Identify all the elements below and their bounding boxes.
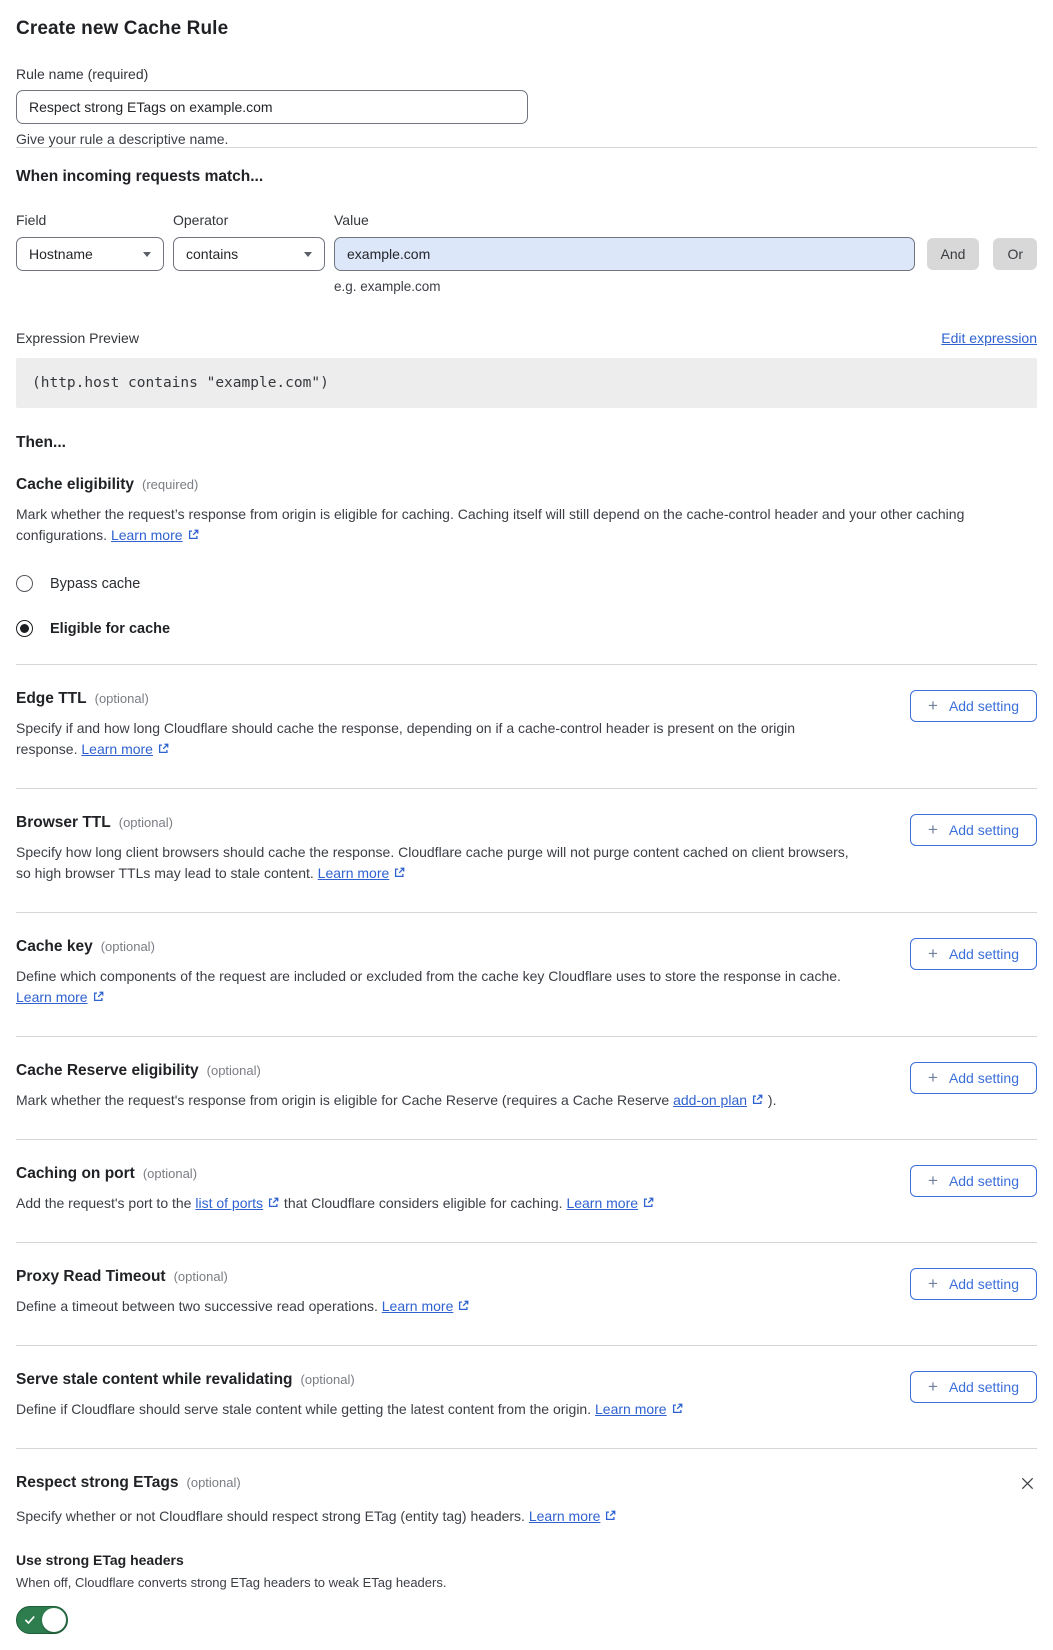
edit-expression-link[interactable]: Edit expression [941,330,1037,346]
external-link-icon [642,1194,655,1215]
expression-code: (http.host contains "example.com") [16,358,1037,408]
serve-stale-title: Serve stale content while revalidating [16,1371,293,1388]
optional-badge: (optional) [94,691,149,706]
browser-ttl-section [16,789,1037,913]
external-link-icon [267,1194,280,1215]
add-setting-button[interactable]: + Add setting [910,1268,1037,1300]
serve-stale-description: Define if Cloudflare should serve stale content while getting the latest content from the origin. Learn more [16,1399,684,1421]
or-button[interactable]: Or [993,238,1037,270]
learn-more-link[interactable]: Learn more [528,1508,601,1524]
add-setting-button[interactable]: + Add setting [910,1371,1037,1403]
learn-more-link[interactable]: Learn more [317,865,390,881]
external-link-icon [92,988,105,1009]
value-hint: e.g. example.com [334,279,441,294]
cache-reserve-section [16,1037,1037,1140]
external-link-icon [157,740,170,761]
expression-preview-label: Expression Preview [16,330,139,346]
check-icon [24,1613,36,1631]
proxy-read-timeout-section [16,1243,1037,1346]
optional-badge: (optional) [142,1166,198,1181]
external-link-icon [604,1507,617,1528]
optional-badge: (optional) [206,1063,261,1078]
match-section [16,148,1037,294]
plus-icon: + [928,820,938,839]
plus-icon: + [928,1274,938,1293]
respect-strong-etags-description: Specify whether or not Cloudflare should respect strong ETag (entity tag) headers. Learn more [16,1506,1026,1528]
optional-badge: (optional) [300,1372,355,1387]
caching-on-port-title: Caching on port [16,1165,135,1182]
field-select-value: Hostname [29,246,93,262]
field-label: Field [16,212,47,228]
edge-ttl-section [16,664,1037,789]
optional-badge: (optional) [118,815,173,830]
learn-more-link[interactable]: Learn more [16,989,88,1005]
radio-option-bypass-cache[interactable]: Bypass cache [16,575,1037,592]
chevron-down-icon [143,252,151,257]
proxy-read-timeout-description: Define a timeout between two successive read operations. Learn more [16,1296,470,1318]
plus-icon: + [928,1377,938,1396]
close-icon[interactable] [1018,1474,1037,1496]
serve-stale-section [16,1346,1037,1449]
value-label: Value [334,212,369,228]
required-badge: (required) [142,477,199,492]
respect-strong-etags-title: Respect strong ETags [16,1474,179,1491]
proxy-read-timeout-title: Proxy Read Timeout [16,1268,166,1285]
plus-icon: + [928,696,938,715]
use-strong-etag-headers-description: When off, Cloudflare converts strong ETag headers to weak ETag headers. [16,1575,447,1590]
add-setting-button[interactable]: + Add setting [910,690,1037,722]
radio-option-eligible-for-cache[interactable]: Eligible for cache [16,620,1037,637]
cache-eligibility-description: Mark whether the request’s response from origin is eligible for caching. Caching itself will still depend on the cache-control header and your other caching configurations. Learn more [16,504,1026,547]
cache-key-title: Cache key [16,938,93,955]
field-select[interactable] [16,237,164,271]
value-input[interactable] [334,237,915,271]
learn-more-link[interactable]: Learn more [566,1195,639,1211]
add-on-plan-link[interactable]: add-on plan [673,1092,748,1108]
cache-eligibility-section [16,476,1037,637]
add-setting-button[interactable]: + Add setting [910,814,1037,846]
rule-name-label: Rule name (required) [16,66,149,82]
optional-badge: (optional) [186,1475,241,1490]
optional-badge: (optional) [173,1269,228,1284]
cache-key-section [16,913,1037,1037]
toggle-knob [42,1608,66,1632]
radio-selected-icon[interactable] [16,620,33,637]
operator-select[interactable] [173,237,325,271]
external-link-icon [457,1297,470,1318]
rule-name-input[interactable] [16,90,528,124]
browser-ttl-description: Specify how long client browsers should cache the response. Cloudflare cache purge will not purge content cached on client browsers, so high browser TTLs may lead to stale content. Learn more [16,842,854,885]
plus-icon: + [928,1068,938,1087]
chevron-down-icon [304,252,312,257]
external-link-icon [751,1091,764,1112]
external-link-icon [393,864,406,885]
caching-on-port-description: Add the request's port to the list of ports that Cloudflare considers eligible for caching. Learn more [16,1193,655,1215]
radio-unselected-icon[interactable] [16,575,33,592]
learn-more-link[interactable]: Learn more [381,1298,454,1314]
strong-etag-toggle[interactable] [16,1606,68,1634]
operator-select-value: contains [186,246,239,262]
then-heading: Then... [16,434,66,451]
operator-label: Operator [173,212,229,228]
match-heading: When incoming requests match... [16,168,264,185]
learn-more-link[interactable]: Learn more [595,1401,667,1417]
caching-on-port-section [16,1140,1037,1243]
cache-key-description: Define which components of the request are included or excluded from the cache key Cloudflare uses to store the response in cache. Learn more [16,966,854,1009]
page-title: Create new Cache Rule [16,18,229,39]
learn-more-link[interactable]: Learn more [81,741,153,757]
match-column-labels [16,212,1037,228]
external-link-icon [671,1400,684,1421]
and-button[interactable]: And [927,238,980,270]
add-setting-button[interactable]: + Add setting [910,1165,1037,1197]
plus-icon: + [928,944,938,963]
match-condition-row [16,237,1037,271]
respect-strong-etags-section [16,1449,1037,1634]
rule-name-helper: Give your rule a descriptive name. [16,131,229,147]
cache-reserve-description: Mark whether the request's response from origin is eligible for Cache Reserve (requires a Cache Reserve add-on plan ). [16,1090,776,1112]
rule-name-section [16,66,1037,147]
edge-ttl-description: Specify if and how long Cloudflare should cache the response, depending on if a cache-control header is present on the origin response. Learn more [16,718,854,761]
cache-eligibility-title: Cache eligibility [16,476,135,493]
learn-more-link[interactable]: Learn more [110,527,183,543]
plus-icon: + [928,1171,938,1190]
expression-preview-section [16,330,1037,408]
browser-ttl-title: Browser TTL [16,814,111,831]
edge-ttl-title: Edge TTL [16,690,87,707]
add-setting-button[interactable]: + Add setting [910,1062,1037,1094]
optional-badge: (optional) [100,939,155,954]
use-strong-etag-headers-label: Use strong ETag headers [16,1552,184,1568]
cache-reserve-title: Cache Reserve eligibility [16,1062,199,1079]
list-of-ports-link[interactable]: list of ports [195,1195,264,1211]
external-link-icon [187,526,200,547]
add-setting-button[interactable]: + Add setting [910,938,1037,970]
